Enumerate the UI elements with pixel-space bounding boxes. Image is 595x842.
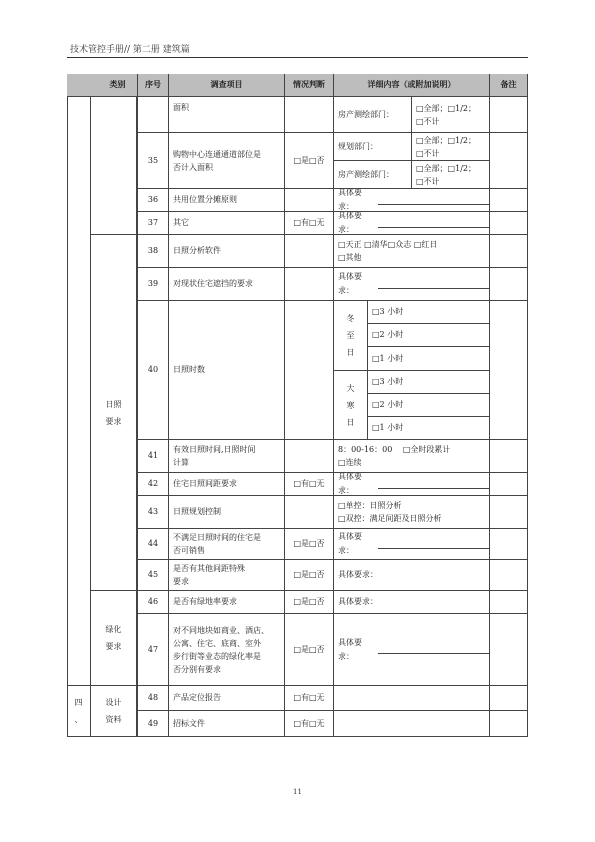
- category-design-line2: 资料: [105, 715, 122, 724]
- row-45-item-line2: 要求: [173, 577, 189, 586]
- row-37-remark: [490, 212, 528, 235]
- row-46-detail[interactable]: 具体要求：: [334, 591, 490, 614]
- row-35-remark: [490, 133, 528, 189]
- row-48-no: 48: [137, 686, 169, 711]
- row-40-winter-2h[interactable]: □2 小时: [368, 324, 490, 347]
- row-41-detail: [334, 440, 490, 473]
- row-40-winter-solstice: [334, 301, 368, 371]
- row-49-detail: [334, 711, 490, 737]
- row-44-detail: [334, 529, 490, 560]
- row-38-no: 38: [137, 235, 169, 268]
- row-42-no: 42: [137, 473, 169, 496]
- row-48-item: 产品定位报告: [169, 686, 285, 711]
- row-46-remark: [490, 591, 528, 614]
- row-47-no: 47: [137, 614, 169, 686]
- row-38-options-line1[interactable]: □天正 □清华□众志 □红日: [338, 240, 438, 249]
- row-44-item-line2: 否可销售: [173, 546, 205, 555]
- row-43-no: 43: [137, 496, 169, 529]
- row-44-judge[interactable]: □是□否: [285, 529, 334, 560]
- row-36-no: 36: [137, 189, 169, 212]
- row-47-item: [169, 614, 285, 686]
- row-area-opt1: □全部；□1/2；: [416, 103, 476, 113]
- row-42-spec-label: 具体要求：: [338, 473, 362, 495]
- row-37-detail: [334, 212, 490, 235]
- row-46-item: 是否有绿地率要求: [169, 591, 285, 614]
- row-40-winter-c2: 至: [346, 331, 355, 340]
- row-41-item: [169, 440, 285, 473]
- row-area-dept: 房产测绘部门：: [334, 97, 412, 133]
- section-cell-continued: [67, 97, 91, 686]
- row-38-options-line2[interactable]: □其他: [338, 253, 362, 262]
- row-37-blank[interactable]: [378, 219, 489, 228]
- row-47-item-line2: 公寓、住宅、底商、室外: [173, 638, 261, 648]
- row-39-detail: [334, 268, 490, 301]
- row-44-blank[interactable]: [378, 540, 489, 549]
- section-cell-four: [67, 686, 91, 737]
- row-48-remark: [490, 686, 528, 711]
- row-45-item: [169, 560, 285, 591]
- row-37-judge[interactable]: □有□无: [285, 212, 334, 235]
- row-47-remark: [490, 614, 528, 686]
- row-49-no: 49: [137, 711, 169, 737]
- row-36-judge: [285, 189, 334, 212]
- row-40-cold-c1: 大: [346, 383, 355, 393]
- row-45-judge[interactable]: □是□否: [285, 560, 334, 591]
- row-40-winter-c3: 日: [346, 348, 355, 357]
- header-rule: [67, 57, 528, 58]
- row-area-judge: [285, 97, 334, 133]
- category-green-line2: 要求: [105, 642, 122, 651]
- col-header-no: 序号: [137, 74, 169, 97]
- row-35-no: 35: [137, 133, 169, 189]
- row-40-judge: [285, 301, 334, 440]
- row-37-item: 其它: [169, 212, 285, 235]
- row-41-item-line2: 计算: [173, 458, 189, 467]
- category-sunlight-line1: 日照: [105, 399, 122, 409]
- row-49-judge[interactable]: □有□无: [285, 711, 334, 737]
- row-47-detail: [334, 614, 490, 686]
- category-design-line1: 设计: [105, 698, 122, 707]
- row-47-item-line3: 步行街等业态的绿化率是: [173, 651, 261, 661]
- row-35-item: [169, 133, 285, 189]
- row-area-opt2: □不计: [416, 116, 440, 126]
- category-sunlight: [91, 235, 137, 591]
- row-48-judge[interactable]: □有□无: [285, 686, 334, 711]
- row-38-detail: [334, 235, 490, 268]
- row-40-winter-1h[interactable]: □1 小时: [368, 347, 490, 371]
- row-35-judge[interactable]: □是□否: [285, 133, 334, 189]
- row-41-judge: [285, 440, 334, 473]
- row-38-remark: [490, 235, 528, 268]
- row-36-item: 共用位置分摊原则: [169, 189, 285, 212]
- row-36-detail: [334, 189, 490, 212]
- row-39-remark: [490, 268, 528, 301]
- col-header-remark: 备注: [490, 74, 528, 97]
- row-39-item: 对现状住宅遮挡的要求: [169, 268, 285, 301]
- row-40-major-cold: [334, 371, 368, 440]
- row-47-item-line1: 对不同地块如商业、酒店、: [173, 625, 269, 635]
- row-47-blank[interactable]: [378, 645, 489, 654]
- row-46-judge[interactable]: □是□否: [285, 591, 334, 614]
- running-header: 技术管控手册// 第二册 建筑篇: [70, 45, 190, 55]
- row-38-judge: [285, 235, 334, 268]
- category-cell-continued: [91, 97, 137, 235]
- row-35-plan-opt2: □不计: [416, 148, 440, 158]
- row-35-survey-options: [412, 161, 490, 189]
- col-header-judge: 情况判断: [285, 74, 334, 97]
- row-44-no: 44: [137, 529, 169, 560]
- col-header-category: 类别: [67, 74, 169, 97]
- row-37-no: 37: [137, 212, 169, 235]
- row-49-item: 招标文件: [169, 711, 285, 737]
- row-35-item-line1: 购物中心连通通道部位是: [173, 149, 261, 159]
- row-35-plan-options: [412, 133, 490, 161]
- row-43-detail-line2[interactable]: □双控：满足间距及日照分析: [338, 514, 442, 523]
- row-35-plan-dept: 规划部门：: [334, 133, 412, 161]
- row-35-plan-opt1: □全部；□1/2；: [416, 135, 476, 145]
- row-45-detail[interactable]: 具体要求：: [334, 560, 490, 591]
- row-39-spec-label: 具体要求：: [338, 272, 362, 295]
- row-43-detail-line1[interactable]: □单控：日照分析: [338, 501, 402, 510]
- category-green: [91, 591, 137, 686]
- row-47-item-line4: 否分别有要求: [173, 664, 221, 674]
- row-46-no: 46: [137, 591, 169, 614]
- row-45-item-line1: 是否有其他间距特殊: [173, 564, 245, 573]
- row-45-no: 45: [137, 560, 169, 591]
- row-36-blank[interactable]: [378, 196, 489, 205]
- row-40-item: 日照时数: [169, 301, 285, 440]
- row-44-remark: [490, 529, 528, 560]
- row-35-survey-opt2: □不计: [416, 176, 440, 186]
- row-44-item-line1: 不满足日照时间的住宅是: [173, 533, 261, 542]
- row-36-remark: [490, 189, 528, 212]
- row-41-remark: [490, 440, 528, 473]
- col-header-detail: 详细内容（或附加说明）: [334, 74, 490, 97]
- row-43-judge: [285, 496, 334, 529]
- row-48-detail: [334, 686, 490, 711]
- row-39-blank[interactable]: [378, 280, 489, 289]
- row-44-spec-label: 具体要求：: [338, 532, 362, 555]
- row-37-spec-label: 具体要求：: [338, 212, 362, 234]
- row-45-remark: [490, 560, 528, 591]
- page-number: 11: [293, 788, 302, 796]
- section-four-label: 四: [74, 698, 83, 707]
- row-42-judge[interactable]: □有□无: [285, 473, 334, 496]
- row-40-cold-c2: 寒: [346, 400, 355, 410]
- row-35-survey-dept: 房产测绘部门：: [334, 161, 412, 189]
- row-area-no: [137, 97, 169, 133]
- row-area-item: 面积: [169, 97, 285, 133]
- row-40-winter-c1: 冬: [346, 314, 355, 323]
- row-area-remark: [490, 97, 528, 133]
- row-42-blank[interactable]: [378, 480, 489, 489]
- row-40-remark: [490, 301, 528, 440]
- row-42-remark: [490, 473, 528, 496]
- row-39-no: 39: [137, 268, 169, 301]
- row-41-detail-line2[interactable]: □连续: [338, 458, 362, 467]
- row-43-item: 日照规划控制: [169, 496, 285, 529]
- row-41-no: 41: [137, 440, 169, 473]
- col-header-item: 调查项目: [169, 74, 285, 97]
- category-green-line1: 绿化: [105, 625, 122, 634]
- category-sunlight-line2: 要求: [105, 416, 122, 426]
- row-area-options: [412, 97, 490, 133]
- row-40-cold-2h[interactable]: □2 小时: [368, 394, 490, 417]
- category-design: [91, 686, 137, 737]
- row-35-item-line2: 否计入面积: [173, 162, 213, 172]
- row-42-detail: [334, 473, 490, 496]
- row-41-item-line1: 有效日照时间,日照时间: [173, 445, 256, 454]
- row-49-remark: [490, 711, 528, 737]
- row-41-detail-line1[interactable]: 8：00-16：00 □全时段累计: [338, 445, 451, 454]
- row-42-item: 住宅日照间距要求: [169, 473, 285, 496]
- row-44-item: [169, 529, 285, 560]
- row-40-no: 40: [137, 301, 169, 440]
- row-35-survey-opt1: □全部；□1/2；: [416, 163, 476, 173]
- row-47-judge[interactable]: □是□否: [285, 614, 334, 686]
- row-40-cold-c3: 日: [346, 417, 355, 427]
- section-four-mark: 、: [74, 715, 83, 724]
- row-47-spec-label: 具体要求：: [338, 637, 362, 661]
- row-38-item: 日照分析软件: [169, 235, 285, 268]
- row-36-spec-label: 具体要求：: [338, 189, 362, 211]
- row-40-cold-3h[interactable]: □3 小时: [368, 371, 490, 394]
- row-43-detail: [334, 496, 490, 529]
- row-40-winter-3h[interactable]: □3 小时: [368, 301, 490, 324]
- row-40-cold-1h[interactable]: □1 小时: [368, 417, 490, 440]
- row-39-judge: [285, 268, 334, 301]
- row-43-remark: [490, 496, 528, 529]
